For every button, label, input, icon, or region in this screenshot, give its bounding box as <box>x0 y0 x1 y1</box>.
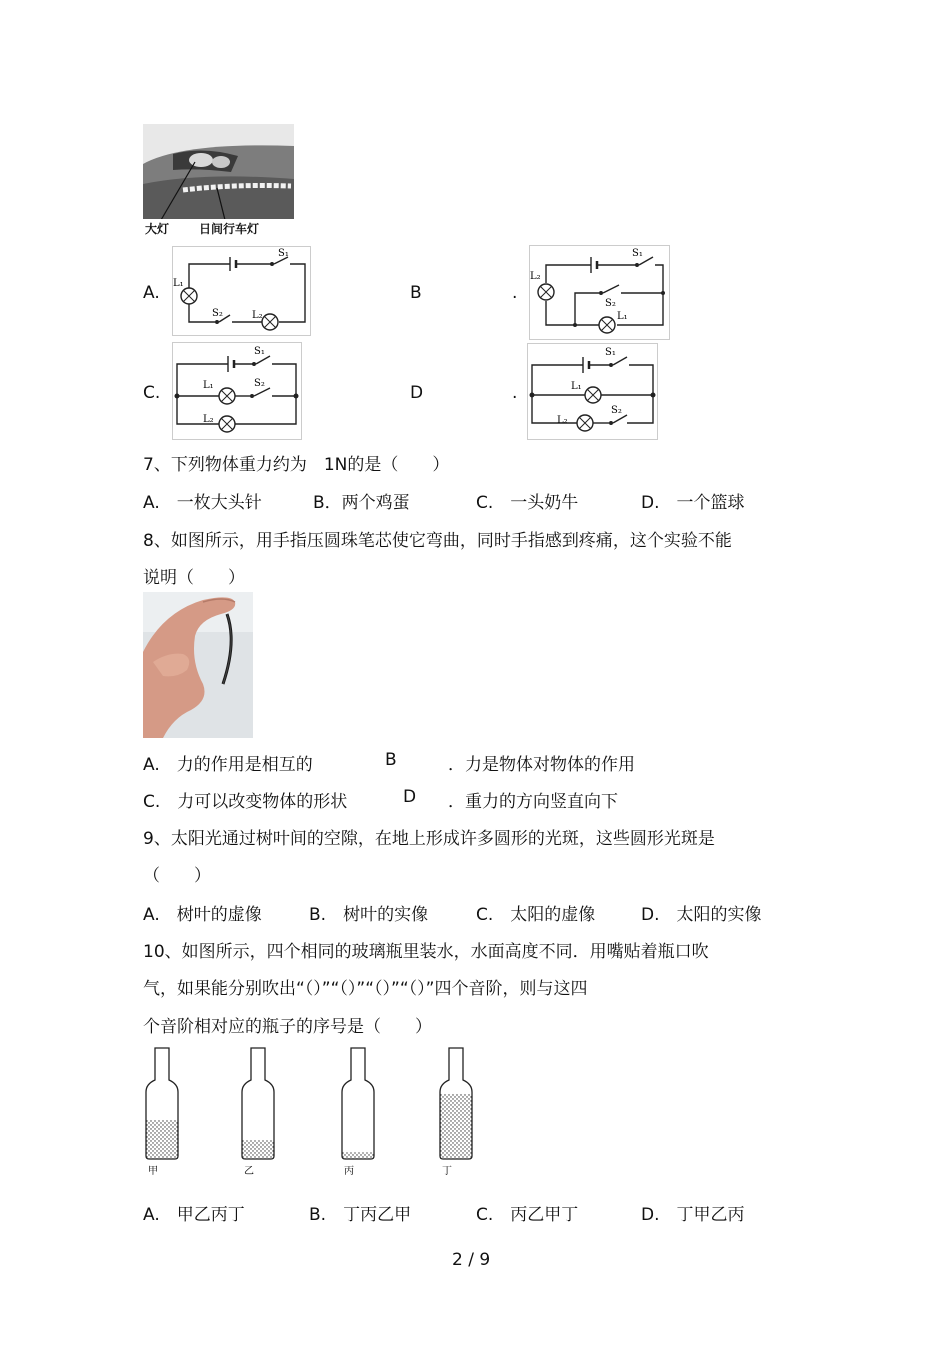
circuit-d-l1-label: L₁ <box>571 381 582 392</box>
finger-pressing-pen-refill-photo <box>143 592 253 738</box>
q8-option-b-text: ．力是物体对物体的作用 <box>448 755 635 775</box>
q6-option-d-dot: . <box>512 383 518 403</box>
bottle-label: 甲 <box>148 1166 158 1177</box>
q6-option-d-label: D <box>410 383 424 403</box>
bottle-water <box>342 1152 374 1159</box>
q10-stem-line2: 气，如果能分别吹出“（）”“（）”“（）”“（）”四个音阶，则与这四 <box>143 979 588 999</box>
q10-option-b: B. 丁丙乙甲 <box>309 1205 412 1225</box>
q9-option-b: B. 树叶的实像 <box>309 905 429 925</box>
circuit-d-s1-label: S₁ <box>605 347 616 358</box>
bottle <box>342 1048 374 1177</box>
page-number: 2 / 9 <box>452 1250 491 1270</box>
q7-option-b: B．两个鸡蛋 <box>313 493 410 513</box>
daytime-running-light-label: 日间行车灯 <box>199 222 260 236</box>
circuit-b-l2-label: L₂ <box>530 271 541 282</box>
circuit-d-diagram <box>527 343 658 440</box>
bottle-water <box>440 1094 472 1159</box>
q10-option-a: A. 甲乙丙丁 <box>143 1205 245 1225</box>
bottle-label: 丙 <box>344 1166 354 1177</box>
circuit-d <box>527 343 658 440</box>
q9-stem-line2: （ ） <box>143 866 211 886</box>
circuit-c-l1-label: L₁ <box>203 380 214 391</box>
circuit-a <box>172 246 311 336</box>
bottle-label: 乙 <box>244 1166 254 1177</box>
circuit-a-l2-label: L₂ <box>252 310 263 321</box>
circuit-c-s1-label: S₁ <box>254 346 265 357</box>
circuit-a-s2-label: S₂ <box>212 308 223 319</box>
q7-option-a: A. 一枚大头针 <box>143 493 262 513</box>
circuit-b <box>529 245 670 340</box>
circuit-c-s2-label: S₂ <box>254 378 265 389</box>
car-headlight-photo <box>143 124 294 238</box>
q9-option-c: C. 太阳的虚像 <box>476 905 596 925</box>
q8-option-d-letter: D <box>403 787 417 807</box>
circuit-b-s2-label: S₂ <box>605 298 616 309</box>
bottle-water <box>146 1120 178 1159</box>
q10-option-d: D. 丁甲乙丙 <box>641 1205 745 1225</box>
q8-option-c: C. 力可以改变物体的形状 <box>143 792 348 812</box>
q6-option-c-label: C. <box>143 383 161 403</box>
q9-option-d: D. 太阳的实像 <box>641 905 762 925</box>
q6-option-a-label: A. <box>143 283 160 303</box>
q9-stem-line1: 9、太阳光通过树叶间的空隙，在地上形成许多圆形的光斑，这些圆形光斑是 <box>143 829 715 849</box>
circuit-b-diagram <box>529 245 670 340</box>
headlight-label: 大灯 <box>145 222 170 236</box>
q8-option-b-letter: B <box>385 750 397 770</box>
q9-option-a: A. 树叶的虚像 <box>143 905 262 925</box>
q10-stem-line1: 10、如图所示，四个相同的玻璃瓶里装水，水面高度不同．用嘴贴着瓶口吹 <box>143 942 709 962</box>
circuit-b-l1-label: L₁ <box>617 311 628 322</box>
circuit-d-l2-label: L₂ <box>557 415 568 426</box>
q10-option-c: C. 丙乙甲丁 <box>476 1205 579 1225</box>
bottles-diagram <box>138 1044 488 1179</box>
bottle <box>440 1048 472 1177</box>
circuit-b-s1-label: S₁ <box>632 248 643 259</box>
bottle <box>242 1048 274 1177</box>
q7-option-c: C. 一头奶牛 <box>476 493 579 513</box>
circuit-a-s1-label: S₁ <box>278 248 289 259</box>
q6-option-b-label: B <box>410 283 422 303</box>
q7-option-d: D. 一个篮球 <box>641 493 745 513</box>
circuit-a-diagram <box>172 246 311 336</box>
q8-option-a: A. 力的作用是相互的 <box>143 755 313 775</box>
q10-stem-line3: 个音阶相对应的瓶子的序号是（ ） <box>143 1017 432 1037</box>
circuit-a-l1-label: L₁ <box>173 278 184 289</box>
bottle-label: 丁 <box>442 1166 452 1177</box>
bottles-figure <box>138 1044 488 1179</box>
bottle-outline <box>342 1048 374 1159</box>
circuit-c-l2-label: L₂ <box>203 414 214 425</box>
q8-option-d-text: ．重力的方向竖直向下 <box>448 792 618 812</box>
circuit-c-diagram <box>172 342 302 440</box>
q6-option-b-dot: . <box>512 283 518 303</box>
bottle-water <box>242 1140 274 1159</box>
q8-stem-line1: 8、如图所示，用手指压圆珠笔芯使它弯曲，同时手指感到疼痛，这个实验不能 <box>143 531 732 551</box>
q7-stem: 7、下列物体重力约为 1N的是（ ） <box>143 455 450 475</box>
circuit-d-s2-label: S₂ <box>611 405 622 416</box>
q8-stem-line2: 说明（ ） <box>143 568 245 588</box>
bottle <box>146 1048 178 1177</box>
finger-photo-graphic <box>143 592 253 738</box>
circuit-c <box>172 342 302 440</box>
